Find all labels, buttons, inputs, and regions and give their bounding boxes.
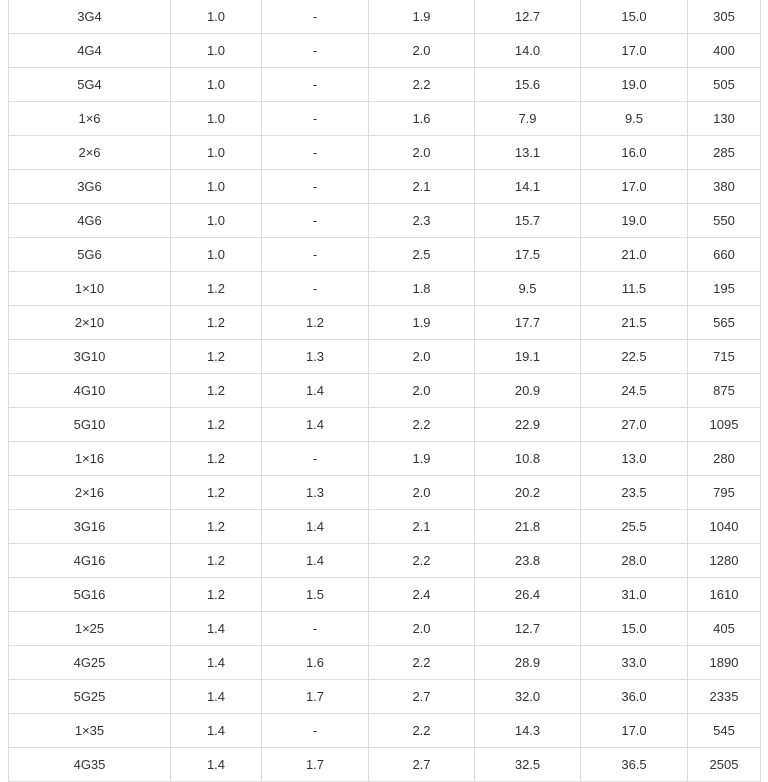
table-cell: 2.3	[369, 204, 475, 238]
table-cell: 28.0	[581, 544, 688, 578]
table-cell: 32.0	[475, 680, 581, 714]
table-cell: 2.2	[369, 408, 475, 442]
table-cell: 10.8	[475, 442, 581, 476]
table-cell: 17.0	[581, 34, 688, 68]
table-cell: 1.2	[171, 340, 262, 374]
table-cell: -	[262, 170, 369, 204]
table-cell: 32.5	[475, 748, 581, 782]
table-row	[9, 238, 761, 272]
table-cell: 4G4	[9, 34, 171, 68]
table-cell: 5G25	[9, 680, 171, 714]
table-cell: 12.7	[475, 612, 581, 646]
table-cell: 1×10	[9, 272, 171, 306]
table-cell: 3G4	[9, 0, 171, 34]
table-cell: 1.4	[262, 408, 369, 442]
table-cell: 33.0	[581, 646, 688, 680]
table-cell: 1.2	[262, 306, 369, 340]
table-cell: 545	[688, 714, 761, 748]
table-cell: 2×10	[9, 306, 171, 340]
table-cell: 14.3	[475, 714, 581, 748]
table-cell: 1×16	[9, 442, 171, 476]
table-cell: 1.2	[171, 408, 262, 442]
table-cell: 565	[688, 306, 761, 340]
table-row	[9, 408, 761, 442]
table-cell: 2.1	[369, 170, 475, 204]
table-cell: 1.0	[171, 136, 262, 170]
table-cell: 1.0	[171, 0, 262, 34]
table-cell: 19.0	[581, 204, 688, 238]
table-row	[9, 612, 761, 646]
table-cell: 15.0	[581, 0, 688, 34]
table-cell: 7.9	[475, 102, 581, 136]
table-cell: 1.9	[369, 0, 475, 34]
table-cell: 2505	[688, 748, 761, 782]
table-cell: 550	[688, 204, 761, 238]
table-cell: 1.0	[171, 34, 262, 68]
table-cell: 13.0	[581, 442, 688, 476]
table-cell: 875	[688, 374, 761, 408]
table-cell: 2.7	[369, 680, 475, 714]
table-cell: 1.5	[262, 578, 369, 612]
table-cell: 5G4	[9, 68, 171, 102]
table-cell: -	[262, 272, 369, 306]
table-cell: 4G10	[9, 374, 171, 408]
table-cell: 4G16	[9, 544, 171, 578]
table-cell: -	[262, 68, 369, 102]
table-cell: 1.3	[262, 476, 369, 510]
table-cell: 660	[688, 238, 761, 272]
table-cell: 26.4	[475, 578, 581, 612]
table-cell: 2.2	[369, 68, 475, 102]
table-cell: 1040	[688, 510, 761, 544]
table-cell: 25.5	[581, 510, 688, 544]
table-cell: 380	[688, 170, 761, 204]
table-cell: 2.0	[369, 136, 475, 170]
table-cell: 1.4	[262, 374, 369, 408]
table-cell: 400	[688, 34, 761, 68]
table-cell: 1.0	[171, 204, 262, 238]
table-body	[9, 0, 761, 782]
table-cell: 4G35	[9, 748, 171, 782]
table-row	[9, 272, 761, 306]
table-cell: 36.5	[581, 748, 688, 782]
table-cell: -	[262, 238, 369, 272]
table-cell: 1.0	[171, 238, 262, 272]
table-row	[9, 340, 761, 374]
table-cell: 1610	[688, 578, 761, 612]
table-cell: 1.2	[171, 476, 262, 510]
table-cell: 285	[688, 136, 761, 170]
table-cell: 130	[688, 102, 761, 136]
table-cell: -	[262, 612, 369, 646]
table-cell: 13.1	[475, 136, 581, 170]
table-cell: 2.0	[369, 340, 475, 374]
table-cell: 1.0	[171, 68, 262, 102]
table-row	[9, 204, 761, 238]
table-cell: 305	[688, 0, 761, 34]
table-cell: 16.0	[581, 136, 688, 170]
table-cell: 1.2	[171, 510, 262, 544]
table-cell: 5G6	[9, 238, 171, 272]
table-cell: 20.9	[475, 374, 581, 408]
table-cell: 3G16	[9, 510, 171, 544]
table-cell: 1×35	[9, 714, 171, 748]
table-row	[9, 544, 761, 578]
table-cell: 1.2	[171, 306, 262, 340]
table-cell: 1280	[688, 544, 761, 578]
table-cell: 1.9	[369, 442, 475, 476]
table-cell: 2.0	[369, 34, 475, 68]
table-cell: 505	[688, 68, 761, 102]
table-cell: 1.7	[262, 748, 369, 782]
table-cell: 21.0	[581, 238, 688, 272]
table-cell: 1.0	[171, 102, 262, 136]
table-cell: 9.5	[475, 272, 581, 306]
table-cell: 4G6	[9, 204, 171, 238]
table-cell: 9.5	[581, 102, 688, 136]
table-cell: 1.9	[369, 306, 475, 340]
table-cell: -	[262, 442, 369, 476]
table-cell: 17.5	[475, 238, 581, 272]
table-cell: 23.5	[581, 476, 688, 510]
table-row	[9, 578, 761, 612]
table-cell: 1.4	[171, 612, 262, 646]
table-cell: 14.0	[475, 34, 581, 68]
table-cell: 715	[688, 340, 761, 374]
table-cell: 1.2	[171, 544, 262, 578]
table-cell: 1890	[688, 646, 761, 680]
table-cell: 405	[688, 612, 761, 646]
table-cell: 2.2	[369, 714, 475, 748]
table-cell: 2.0	[369, 476, 475, 510]
table-cell: 1.2	[171, 272, 262, 306]
table-cell: 1.6	[369, 102, 475, 136]
table-row	[9, 374, 761, 408]
table-cell: 2.0	[369, 374, 475, 408]
table-cell: 15.6	[475, 68, 581, 102]
table-row	[9, 680, 761, 714]
table-cell: 4G25	[9, 646, 171, 680]
table-cell: 17.7	[475, 306, 581, 340]
table-cell: 1.4	[171, 748, 262, 782]
table-row	[9, 646, 761, 680]
cable-spec-table-container	[8, 0, 760, 782]
table-cell: 22.5	[581, 340, 688, 374]
table-cell: 28.9	[475, 646, 581, 680]
table-row	[9, 68, 761, 102]
table-cell: 17.0	[581, 170, 688, 204]
table-cell: 1×25	[9, 612, 171, 646]
table-cell: 23.8	[475, 544, 581, 578]
table-cell: 21.5	[581, 306, 688, 340]
table-cell: 15.0	[581, 612, 688, 646]
table-cell: 22.9	[475, 408, 581, 442]
table-cell: 1.4	[262, 510, 369, 544]
table-row	[9, 748, 761, 782]
table-cell: 795	[688, 476, 761, 510]
cable-spec-table	[8, 0, 761, 782]
table-cell: 1.2	[171, 442, 262, 476]
table-row	[9, 136, 761, 170]
table-cell: 5G16	[9, 578, 171, 612]
table-cell: 2.0	[369, 612, 475, 646]
table-cell: 2×16	[9, 476, 171, 510]
table-cell: 1.2	[171, 578, 262, 612]
table-cell: 1.0	[171, 170, 262, 204]
table-cell: 20.2	[475, 476, 581, 510]
table-cell: -	[262, 204, 369, 238]
table-row	[9, 476, 761, 510]
table-cell: -	[262, 0, 369, 34]
table-cell: 15.7	[475, 204, 581, 238]
table-cell: 1.6	[262, 646, 369, 680]
table-cell: 1.2	[171, 374, 262, 408]
table-cell: 1.4	[262, 544, 369, 578]
table-row	[9, 714, 761, 748]
table-cell: 1095	[688, 408, 761, 442]
table-cell: 1×6	[9, 102, 171, 136]
table-cell: 2.5	[369, 238, 475, 272]
table-cell: 14.1	[475, 170, 581, 204]
table-cell: 1.3	[262, 340, 369, 374]
table-cell: -	[262, 136, 369, 170]
table-cell: 1.4	[171, 714, 262, 748]
table-cell: -	[262, 102, 369, 136]
table-row	[9, 510, 761, 544]
table-cell: 11.5	[581, 272, 688, 306]
table-cell: 36.0	[581, 680, 688, 714]
table-row	[9, 34, 761, 68]
table-cell: 280	[688, 442, 761, 476]
table-cell: 2335	[688, 680, 761, 714]
table-row	[9, 0, 761, 34]
table-cell: -	[262, 714, 369, 748]
table-cell: 12.7	[475, 0, 581, 34]
table-cell: -	[262, 34, 369, 68]
table-cell: 2.2	[369, 544, 475, 578]
table-cell: 19.1	[475, 340, 581, 374]
table-cell: 2.1	[369, 510, 475, 544]
table-cell: 3G6	[9, 170, 171, 204]
table-row	[9, 306, 761, 340]
table-cell: 24.5	[581, 374, 688, 408]
table-cell: 3G10	[9, 340, 171, 374]
table-row	[9, 442, 761, 476]
table-cell: 21.8	[475, 510, 581, 544]
table-cell: 2.4	[369, 578, 475, 612]
table-cell: 1.4	[171, 646, 262, 680]
table-cell: 195	[688, 272, 761, 306]
table-cell: 2.2	[369, 646, 475, 680]
table-cell: 5G10	[9, 408, 171, 442]
table-cell: 1.7	[262, 680, 369, 714]
table-cell: 2.7	[369, 748, 475, 782]
table-cell: 17.0	[581, 714, 688, 748]
table-cell: 19.0	[581, 68, 688, 102]
table-cell: 27.0	[581, 408, 688, 442]
table-cell: 1.8	[369, 272, 475, 306]
table-cell: 31.0	[581, 578, 688, 612]
table-cell: 2×6	[9, 136, 171, 170]
table-cell: 1.4	[171, 680, 262, 714]
table-row	[9, 102, 761, 136]
table-row	[9, 170, 761, 204]
